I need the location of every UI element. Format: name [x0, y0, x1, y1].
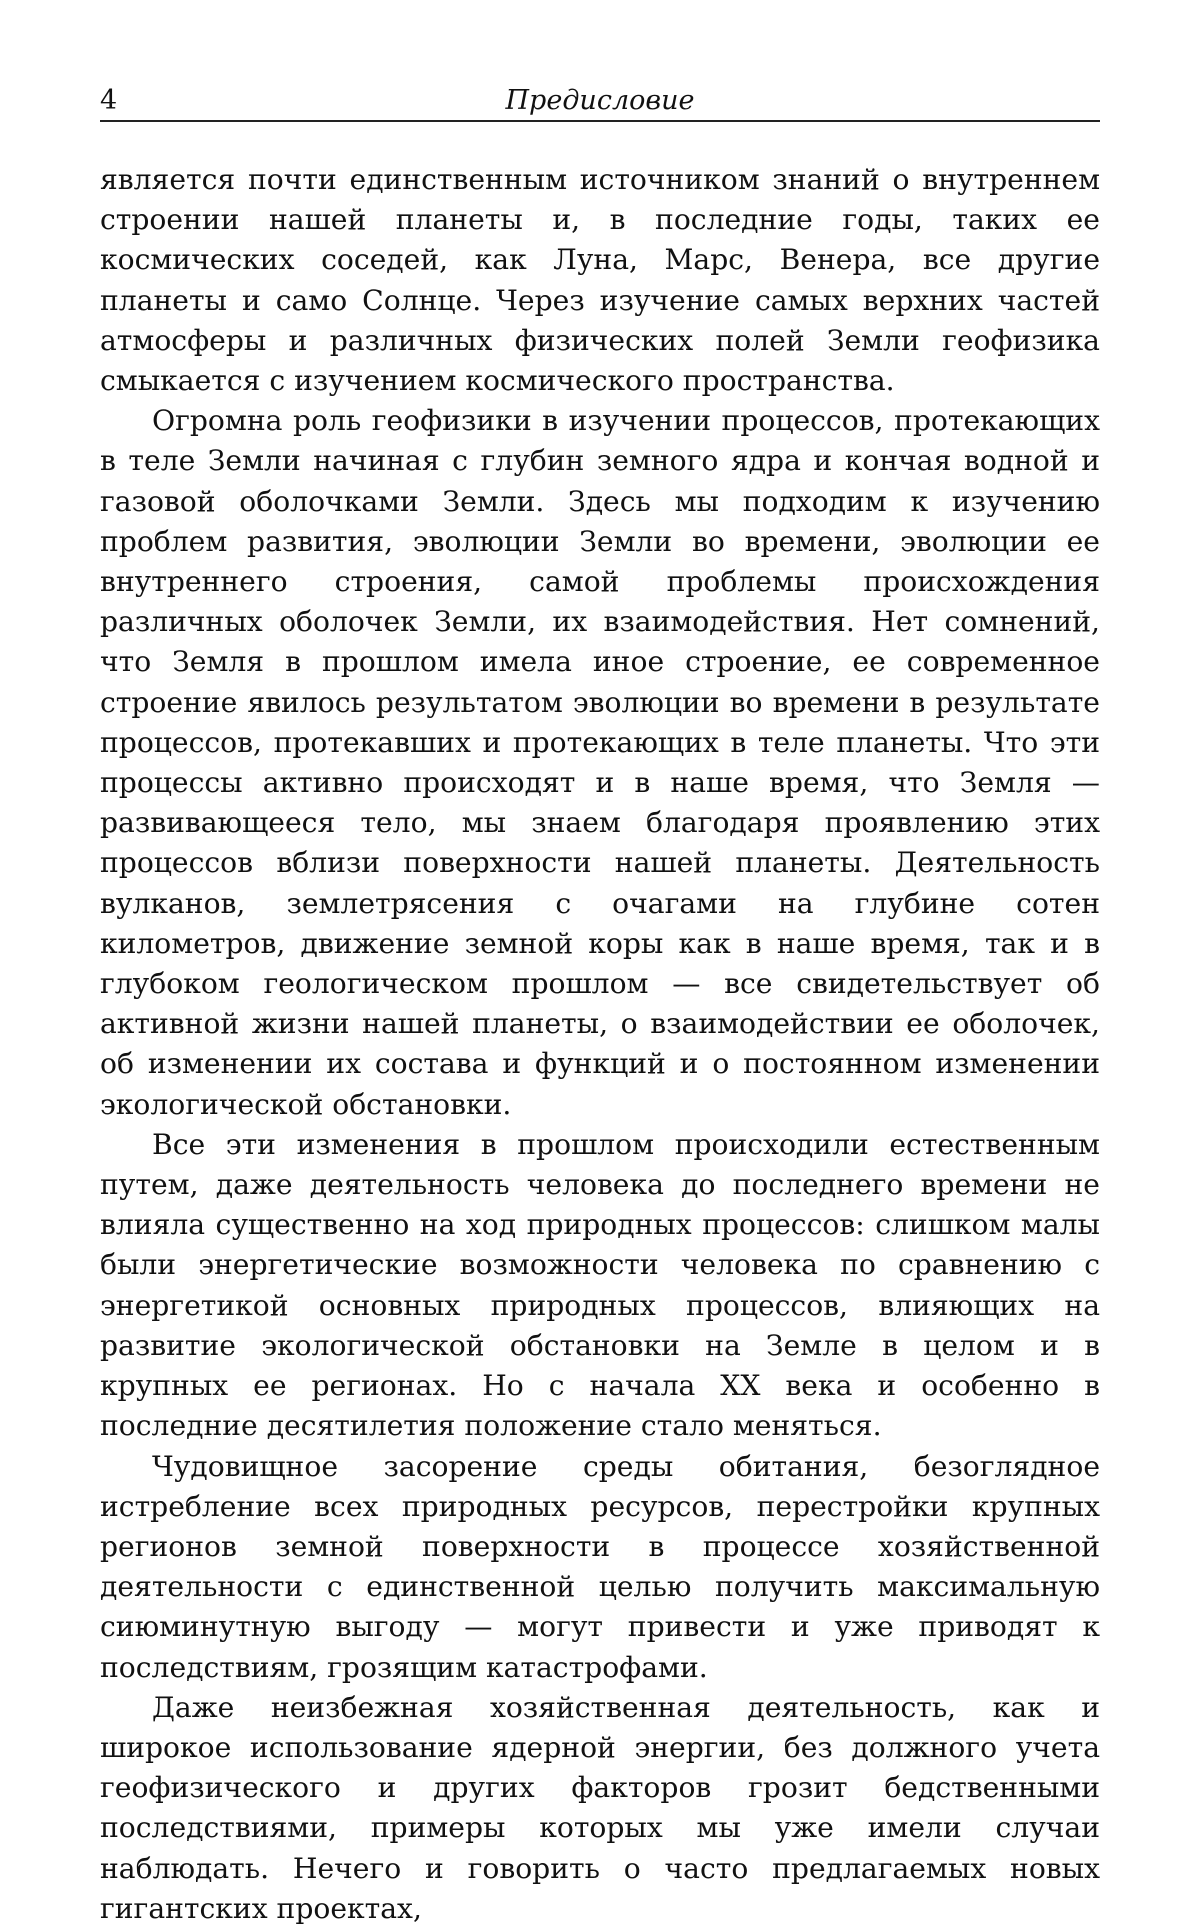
running-title: Предисловие	[505, 85, 695, 116]
paragraph: Все эти изменения в прошлом происходили естественным путем, даже деятельность человека до последнего времени не влияла существенно на ход природных процессов: слишком малы были энергетические возможности человека по сравнению с энергетикой основных природных процессов, влияющих на развитие экологической обстановки на Земле в целом и в крупных ее регионах. Но с начала XX века и особенно в последние десятилетия положение стало меняться.	[100, 1127, 1100, 1443]
paragraph: Огромна роль геофизики в изучении процессов, протекающих в теле Земли начиная с глубин земного ядра и кончая водной и газовой оболочками Земли. Здесь мы подходим к изучению проблем развития, эволюции Земли во времени, эволюции ее внутреннего строения, самой проблемы происхождения различных оболочек Земли, их взаимодействия. Нет сомнений, что Земля в прошлом имела иное строение, ее современное строение явилось результатом эволюции во времени в результате процессов, протекавших и протекающих в теле планеты. Что эти процессы активно происходят и в наше время, что Земля — развивающееся тело, мы знаем благодаря проявлению этих процессов вблизи поверхности нашей планеты. Деятельность вулканов, землетрясения с очагами на глубине сотен километров, движение земной коры как в наше время, так и в глубоком геологическом прошлом — все свидетельствует об активной жизни нашей планеты, о взаимодействии ее оболочек, об изменении их состава и функций и о постоянном изменении экологической обстановки.	[100, 404, 1100, 1121]
body-text	[100, 160, 1100, 1929]
paragraph-continuation: является почти единственным источником знаний о внутреннем строении нашей планеты и, в последние годы, таких ее космических соседей, как Луна, Марс, Венера, все другие планеты и само Солнце. Через изучение самых верхних частей атмосферы и различных физических полей Земли геофизика смыкается с изучением космического пространства.	[100, 163, 1100, 398]
book-page	[100, 80, 1100, 1929]
paragraph: Чудовищное засорение среды обитания, безоглядное истребление всех природных ресурсов, перестройки крупных регионов земной поверхности в процессе хозяйственной деятельности с единственной целью получить максимальную сиюминутную выгоду — могут привести и уже приводят к последствиям, грозящим катастрофами.	[100, 1449, 1100, 1684]
paragraph: Даже неизбежная хозяйственная деятельность, как и широкое использование ядерной энергии, без должного учета геофизического и других факторов грозит бедственными последствиями, примеры которых мы уже имели случаи наблюдать. Нечего и говорить о часто предлагаемых новых гигантских проектах,	[100, 1690, 1100, 1925]
page-number: 4	[100, 85, 118, 116]
running-head	[100, 80, 1100, 122]
